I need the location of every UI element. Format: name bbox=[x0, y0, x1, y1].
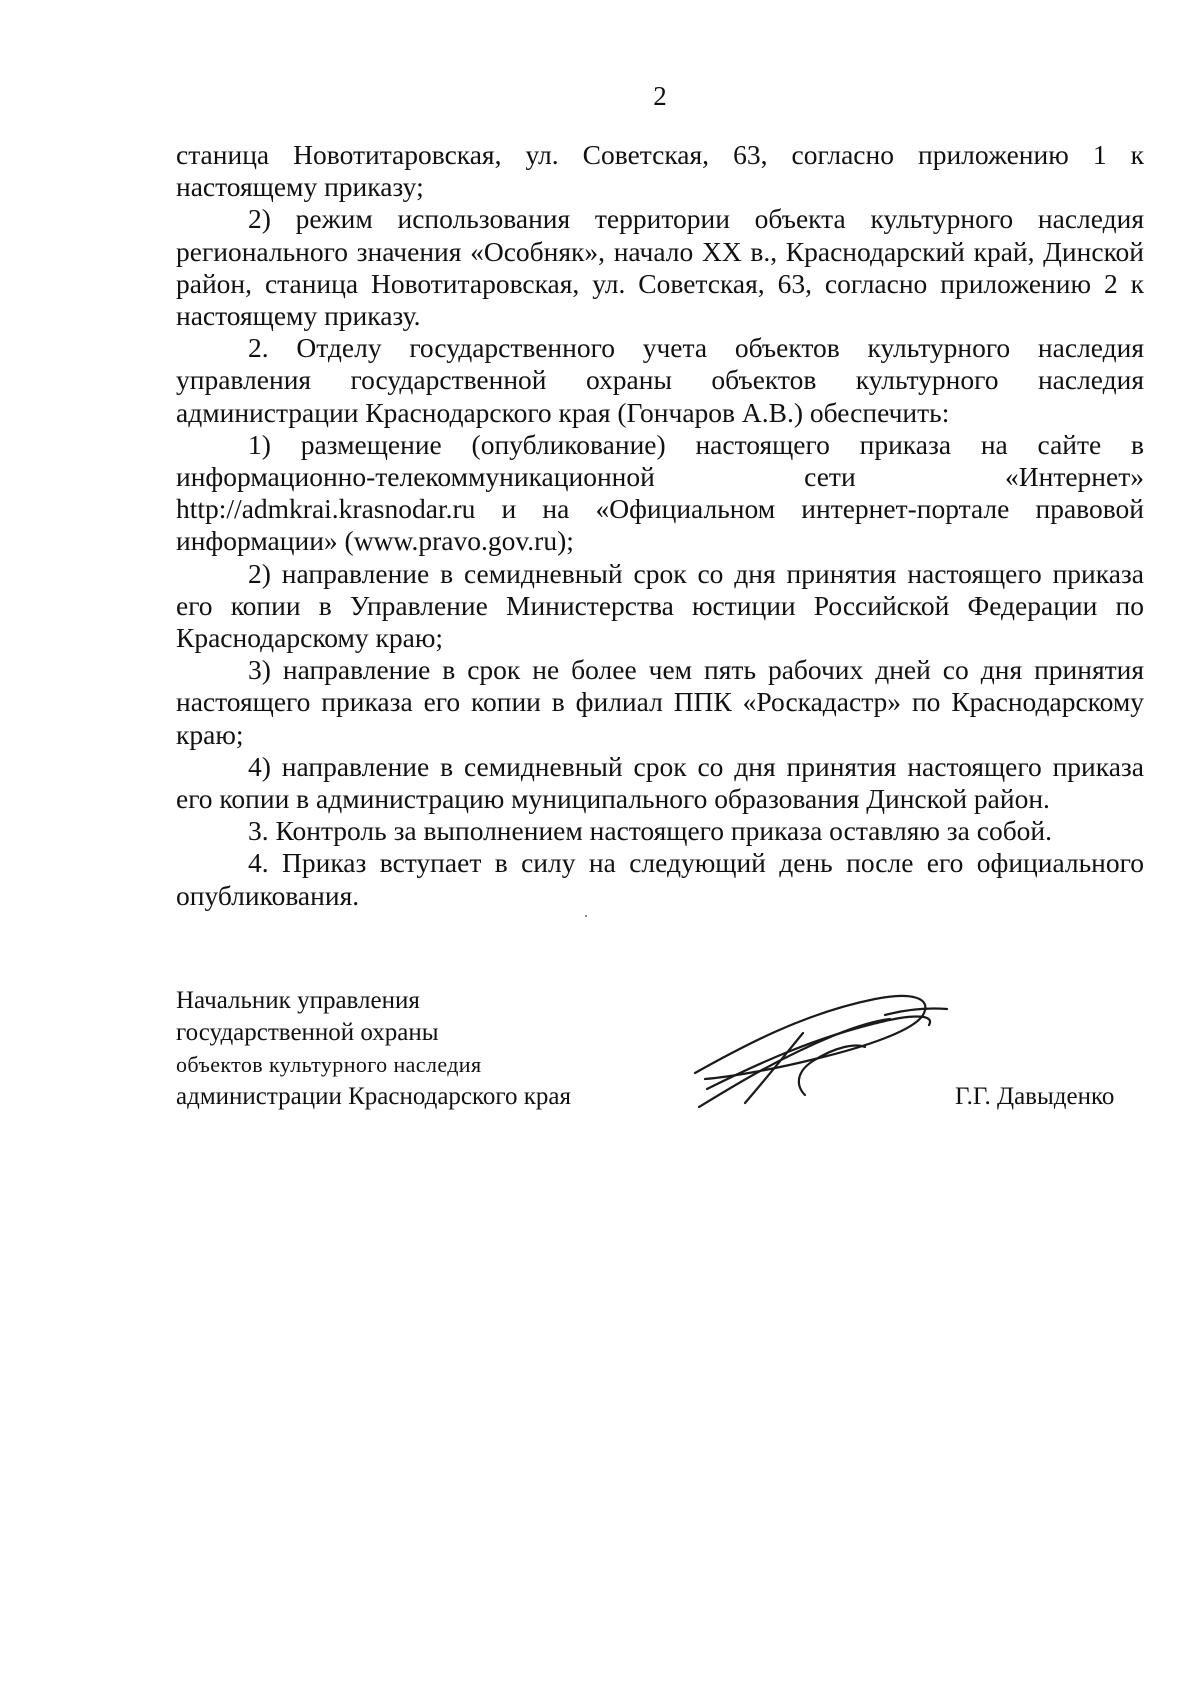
signatory-name: Г.Г. Давыденко bbox=[955, 1083, 1115, 1110]
paragraph-3: 2. Отделу государственного учета объектов культурного наследия управления государственной охраны объектов культурного наследия администрации Краснодарского края (Гончаров А.В.) обеспечить: bbox=[176, 332, 1144, 428]
paragraph-1: станица Новотитаровская, ул. Советская, 63, согласно приложению 1 к настоящему приказу; bbox=[176, 139, 1144, 203]
signatory-title-line-1: Начальник управления bbox=[176, 987, 420, 1014]
paragraph-7: 4) направление в семидневный срок со дня принятия настоящего приказа его копии в администрацию муниципального образования Динской район. bbox=[176, 750, 1144, 815]
paragraph-5: 2) направление в семидневный срок со дня принятия настоящего приказа его копии в Управление Министерства юстиции Российской Федерации по Краснодарскому краю; bbox=[176, 557, 1144, 654]
signatory-title-line-4: администрации Краснодарского края bbox=[176, 1083, 572, 1110]
paragraph-8: 3. Контроль за выполнением настоящего приказа оставляю за собой. bbox=[248, 815, 1053, 847]
handwritten-signature bbox=[685, 985, 950, 1115]
paragraph-9: 4. Приказ вступает в силу на следующий день после его официального опубликования. bbox=[176, 847, 1144, 911]
signatory-title-line-2: государственной охраны bbox=[176, 1019, 439, 1046]
signatory-title-line-3: объектов культурного наследия bbox=[176, 1052, 482, 1077]
signatory-title bbox=[176, 985, 571, 1113]
order-body bbox=[176, 139, 1144, 912]
paragraph-4: 1) размещение (опубликование) настоящего приказа на сайте в информационно-телекоммуникационной сети «Интернет» http://admkrai.krasnodar.ru и на «Официальном интернет-портале правовой информации» (www.pravo.gov.ru); bbox=[176, 428, 1144, 557]
paragraph-6: 3) направление в срок не более чем пять рабочих дней со дня принятия настоящего приказа его копии в филиал ППК «Роскадастр» по Краснодарскому краю; bbox=[176, 654, 1144, 750]
scan-speck bbox=[585, 915, 587, 917]
paragraph-2: 2) режим использования территории объекта культурного наследия регионального значения «Особняк», начало XX в., Краснодарский край, Динской район, станица Новотитаровская, ул. Советская, 63, согласно приложению 2 к настоящему приказу. bbox=[176, 203, 1144, 332]
page-number: 2 bbox=[653, 81, 667, 111]
